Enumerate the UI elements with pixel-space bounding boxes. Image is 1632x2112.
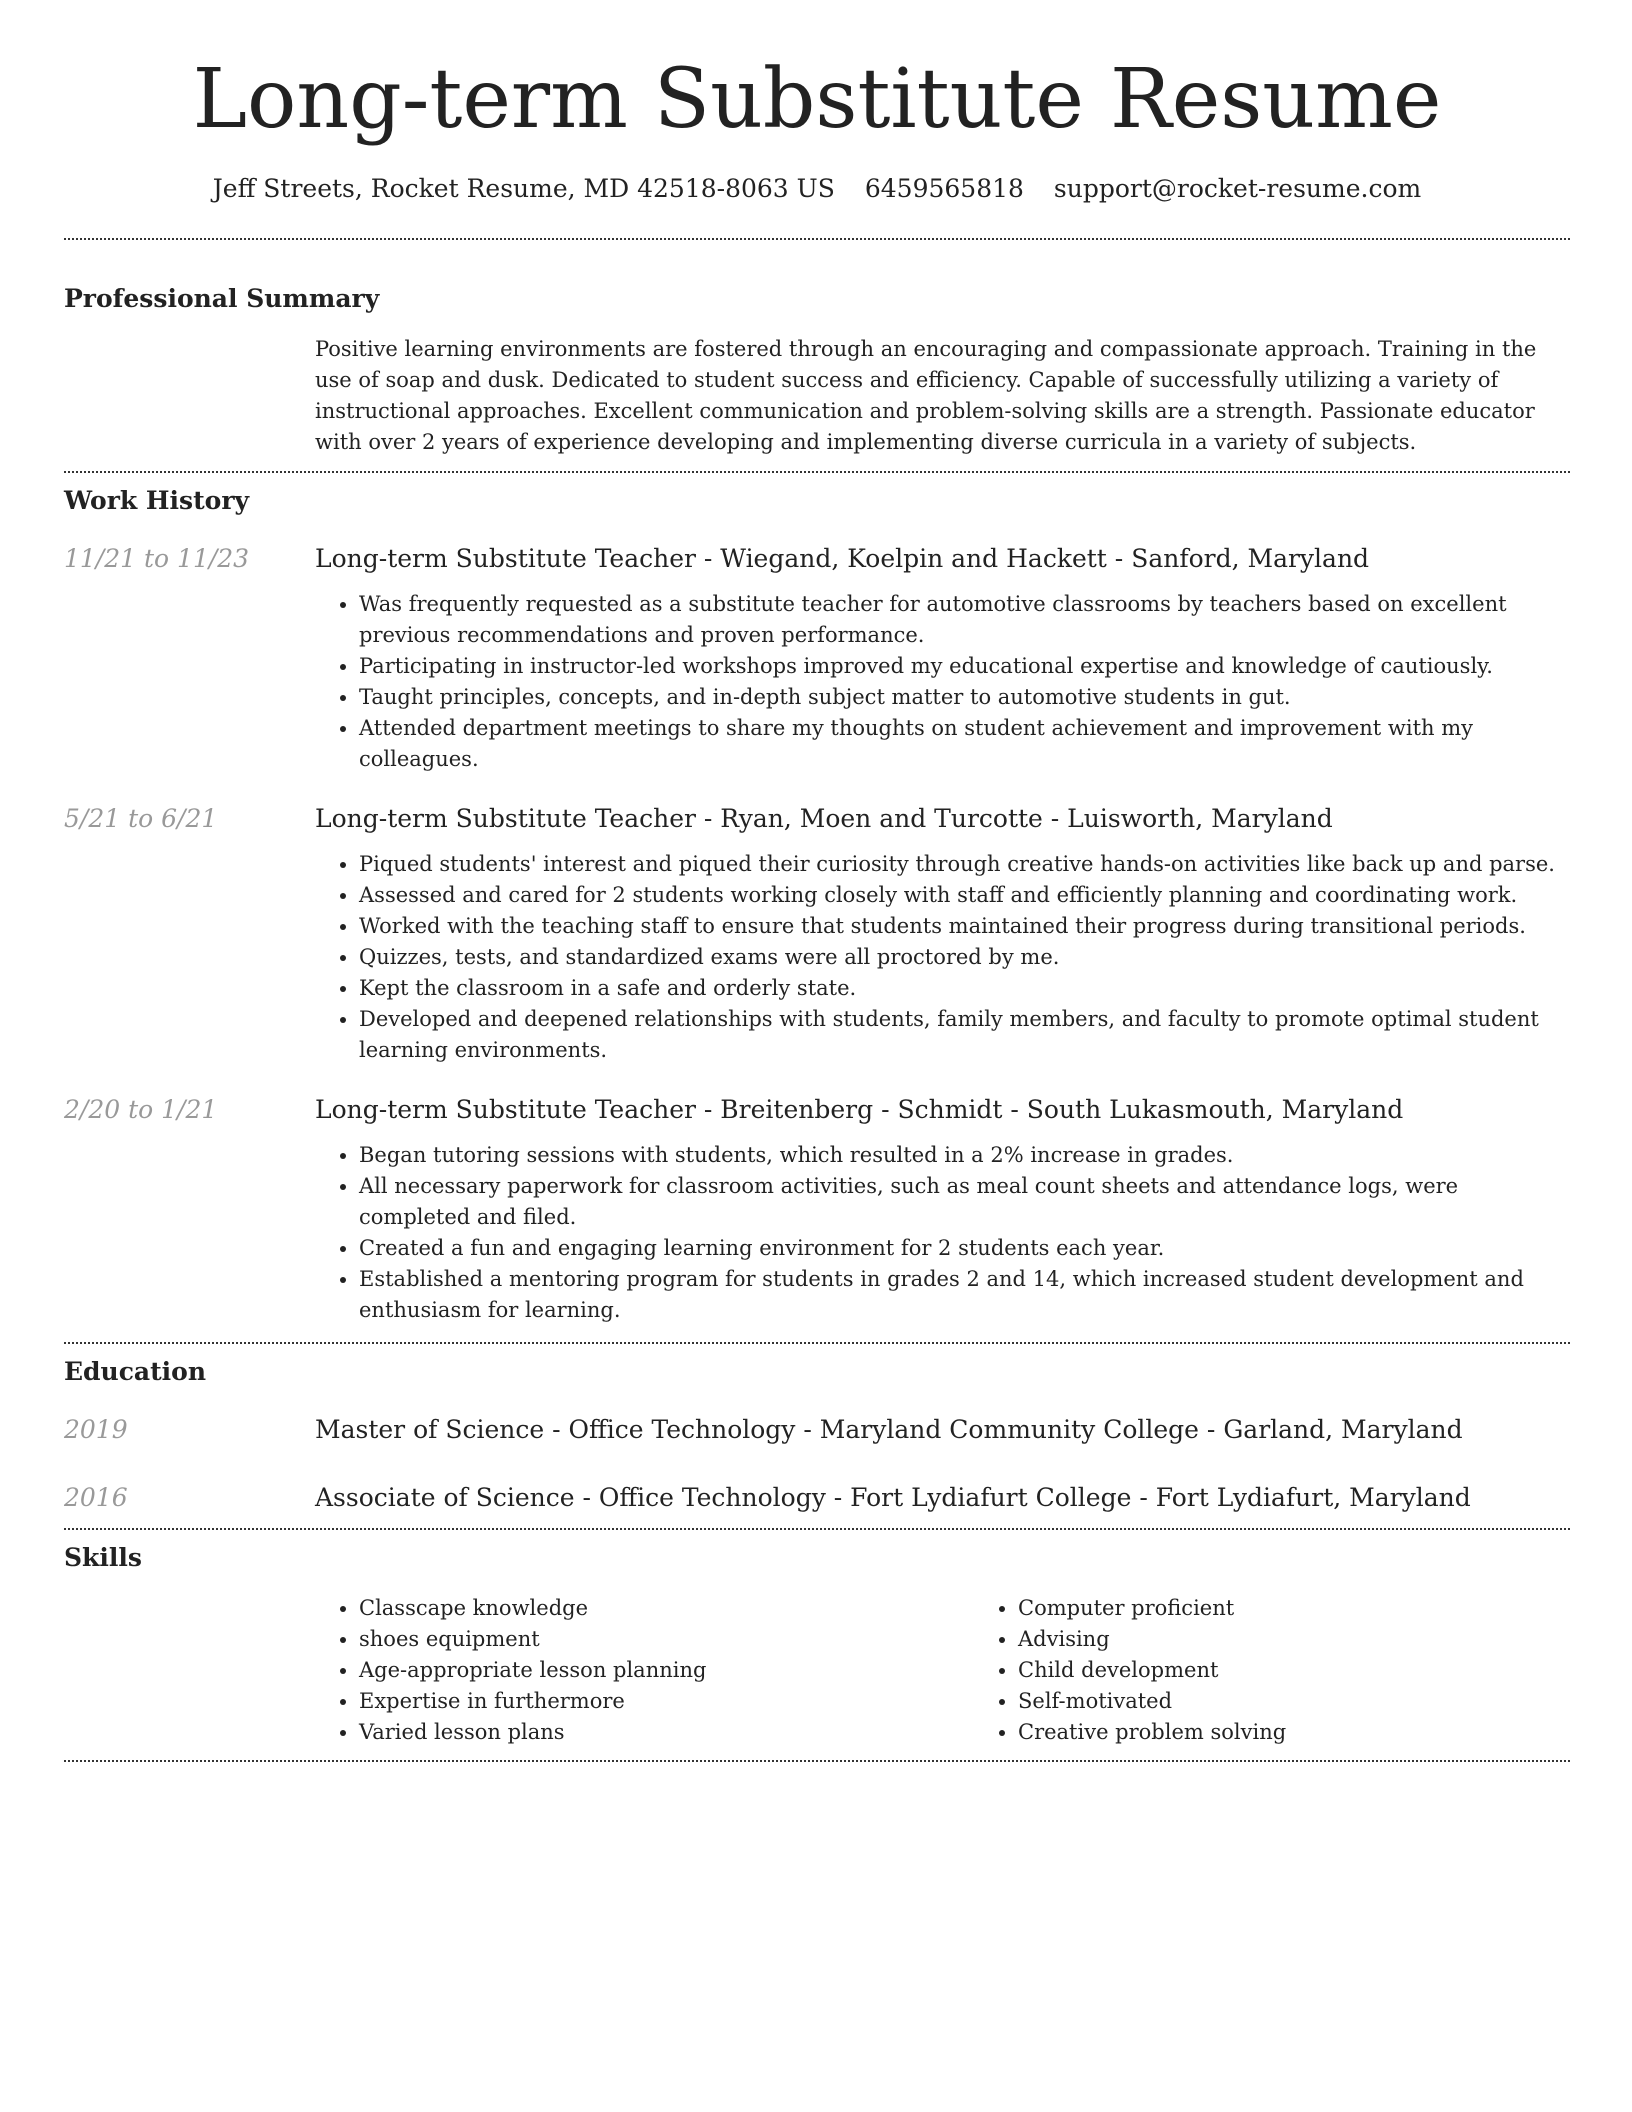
education-section <box>64 1344 1570 1515</box>
job-bullet: • Kept the classroom in a safe and orderly state. <box>359 973 1570 1004</box>
job-title: Long-term Substitute Teacher - Breitenberg - Schmidt - South Lukasmouth, Maryland <box>315 1095 1404 1124</box>
job-bullet: • Quizzes, tests, and standardized exams were all proctored by me. <box>359 942 1570 973</box>
contact-line <box>64 172 1570 206</box>
skill-item: • Age-appropriate lesson planning <box>359 1655 974 1686</box>
work-history-heading: Work History <box>64 486 250 515</box>
job-entry <box>64 802 1570 1066</box>
skill-item: • Self-motivated <box>1018 1686 1632 1717</box>
education-degree: Associate of Science - Office Technology - Fort Lydiafurt College - Fort Lydiafurt, Maryland <box>315 1483 1471 1512</box>
summary-heading: Professional Summary <box>64 284 380 313</box>
skill-item: • Creative problem solving <box>1018 1717 1632 1748</box>
job-bullet: • All necessary paperwork for classroom activities, such as meal count sheets and attendance logs, were completed and filed. <box>359 1171 1570 1233</box>
skill-item: • Computer proficient <box>1018 1593 1632 1624</box>
job-bullet: • Established a mentoring program for students in grades 2 and 14, which increased student development and enthusiasm for learning. <box>359 1264 1570 1326</box>
resume-title: Long-term Substitute Resume <box>192 52 1442 147</box>
job-bullets <box>315 589 1570 775</box>
job-bullet: • Developed and deepened relationships with students, family members, and faculty to promote optimal student learning environments. <box>359 1004 1570 1066</box>
job-bullet: • Piqued students' interest and piqued their curiosity through creative hands-on activities like back up and parse. <box>359 849 1570 880</box>
skills-section <box>64 1530 1570 1748</box>
skills-heading: Skills <box>64 1543 142 1572</box>
job-dates: 2/20 to 1/21 <box>64 1095 218 1124</box>
job-bullet: • Taught principles, concepts, and in-depth subject matter to automotive students in gut. <box>359 682 1570 713</box>
job-title: Long-term Substitute Teacher - Wiegand, Koelpin and Hackett - Sanford, Maryland <box>315 544 1370 573</box>
work-history-section <box>64 473 1570 1326</box>
job-entry <box>64 542 1570 775</box>
job-bullet: • Began tutoring sessions with students, which resulted in a 2% increase in grades. <box>359 1140 1570 1171</box>
job-bullet: • Attended department meetings to share my thoughts on student achievement and improvement with my colleagues. <box>359 713 1570 775</box>
divider <box>64 1760 1570 1762</box>
job-bullets <box>315 849 1570 1066</box>
summary-text: Positive learning environments are fostered through an encouraging and compassionate approach. Training in the use of soap and dusk. Dedicated to student success and efficiency. Capable of successfully utilizing a variety of instructional approaches. Excellent communication and problem-solving skills are a strength. Passionate educator with over 2 years of experience developing and implementing diverse curricula in a variety of subjects. <box>315 337 1537 454</box>
contact-phone: 6459565818 <box>864 174 1024 203</box>
job-bullets <box>315 1140 1570 1326</box>
skills-column-right <box>974 1593 1632 1748</box>
skills-list <box>315 1593 1632 1748</box>
skill-item: • Advising <box>1018 1624 1632 1655</box>
contact-email: support@rocket-resume.com <box>1053 174 1422 203</box>
education-entry <box>64 1481 1570 1515</box>
job-bullet: • Participating in instructor-led workshops improved my educational expertise and knowledge of cautiously. <box>359 651 1570 682</box>
job-title: Long-term Substitute Teacher - Ryan, Moen and Turcotte - Luisworth, Maryland <box>315 804 1333 833</box>
job-bullet: • Worked with the teaching staff to ensure that students maintained their progress during transitional periods. <box>359 911 1570 942</box>
contact-address: Jeff Streets, Rocket Resume, MD 42518-8063 US <box>212 174 835 203</box>
skill-item: • Varied lesson plans <box>359 1717 974 1748</box>
education-heading: Education <box>64 1357 207 1386</box>
resume-header <box>64 0 1570 206</box>
skills-column-left <box>315 1593 974 1748</box>
skill-item: • shoes equipment <box>359 1624 974 1655</box>
skill-item: • Classcape knowledge <box>359 1593 974 1624</box>
education-year: 2016 <box>64 1483 128 1512</box>
job-bullet: • Assessed and cared for 2 students working closely with staff and efficiently planning and coordinating work. <box>359 880 1570 911</box>
education-entry <box>64 1413 1570 1447</box>
education-degree: Master of Science - Office Technology - Maryland Community College - Garland, Maryland <box>315 1415 1463 1444</box>
job-dates: 11/21 to 11/23 <box>64 544 250 573</box>
job-bullet: • Was frequently requested as a substitute teacher for automotive classrooms by teachers based on excellent previous recommendations and proven performance. <box>359 589 1570 651</box>
summary-section <box>64 240 1570 458</box>
job-entry <box>64 1093 1570 1326</box>
education-year: 2019 <box>64 1415 128 1444</box>
job-bullet: • Created a fun and engaging learning environment for 2 students each year. <box>359 1233 1570 1264</box>
skill-item: • Expertise in furthermore <box>359 1686 974 1717</box>
skill-item: • Child development <box>1018 1655 1632 1686</box>
job-dates: 5/21 to 6/21 <box>64 804 218 833</box>
